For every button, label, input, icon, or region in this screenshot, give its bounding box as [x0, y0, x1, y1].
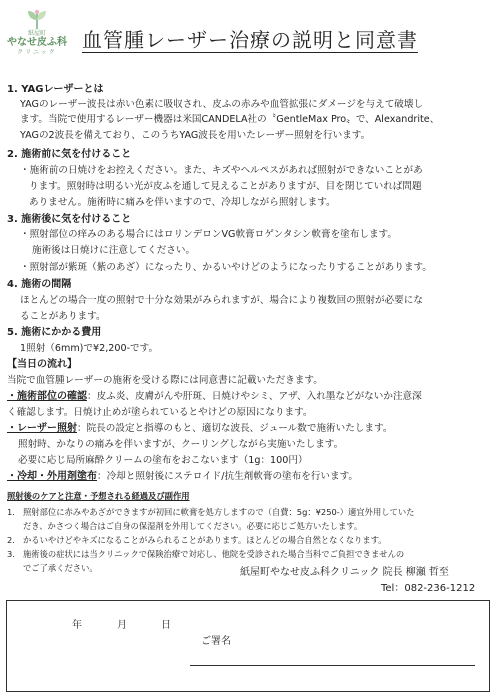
signature-line[interactable] [190, 665, 475, 666]
flow-cooling-line [7, 471, 358, 483]
logo-area-text: 紙屋町 [27, 30, 46, 37]
care-item-text: かるいやけどやキズになることがみられることがあります。ほとんどの場合自然となくなります。 [23, 535, 387, 545]
sign-year-label: 年 [72, 620, 82, 631]
flow-intro: 当院で血管腫レーザーの施術を受ける際には同意書に記載いただきます。 [7, 375, 323, 386]
section1-line: ます。当院で使用するレーザー機器は米国CANDELA社の〝GentleMax Pro〟で、Alexandrite、 [20, 114, 440, 125]
section2-line: ありません。施術時に痛みを伴いますので、冷却しながら照射します。 [29, 197, 336, 208]
flow-heading: 【当日の流れ】 [7, 359, 77, 370]
flow-laser-text: ：院長の設定と指導のもと、適切な波長、ジュール数で施術いたします。 [77, 423, 393, 434]
care-item-number: 2. [7, 535, 15, 545]
section1-line: YAGの2波長を備えており、このうちYAG波長を用いたレーザー照射を行います。 [20, 130, 371, 141]
section3-line: 施術後は日焼けに注意してください。 [32, 245, 196, 256]
section2-line: ります。照射時は明るい光が皮ふを通して見えることがありますが、目を閉じていれば問題 [29, 181, 422, 192]
leaf-logo-icon [25, 8, 49, 30]
care-item-text: でご了承ください。 [23, 563, 98, 573]
flow-check-text: ：皮ふ炎、皮膚がんや肝斑、日焼けやシミ、アザ、入れ墨などがないか注意深 [87, 391, 422, 402]
page-title: 血管腫レーザー治療の説明と同意書 [82, 28, 418, 52]
section3-line: ・照射部位の痒みのある場合にはロリンデロンVG軟膏ロゲンタシン軟膏を塗布します。 [20, 229, 397, 240]
flow-laser-line: 必要に応じ局所麻酔クリームの塗布をおこないます（1g：100円） [18, 455, 308, 466]
flow-check-line [7, 391, 422, 403]
care-item-text: 照射部位に赤みやあざができますが初回に軟膏を処方しますので（自費：5g：¥250-）適宜外用していた [23, 507, 415, 517]
care-item-number: 1. [7, 507, 15, 517]
section3-line: ・照射部が紫斑（紫のあざ）になったり、かるいやけどのようになったりすることがあります。 [20, 262, 432, 273]
flow-laser-line: 照射時、かなりの痛みを伴いますが、クーリングしながら実施いたします。 [18, 439, 344, 450]
care-heading: 照射後のケアと注意・予想される経過及び副作用 [7, 491, 190, 501]
sign-month-label: 月 [117, 620, 127, 631]
logo-name-text: やなせ皮ふ科 [7, 37, 67, 48]
clinic-tel: Tel：082-236-1212 [381, 583, 476, 594]
logo-sub-text: クリニック [17, 49, 57, 56]
section2-heading: 2. 施術前に気を付けること [7, 149, 132, 160]
section1-line: YAGのレーザー波長は赤い色素に吸収され、皮ふの赤みや血管拡張にダメージを与えて破壊し [20, 99, 424, 110]
flow-check-label: ・施術部位の確認 [7, 391, 87, 402]
section5-heading: 5. 施術にかかる費用 [7, 327, 102, 338]
section2-line: ・施術前の日焼けをお控えください。また、キズやヘルペスがあれば照射ができないことがあ [20, 165, 423, 176]
care-item-text: 施術後の症状には当クリニックで保険治療で対応し、他院を受診された場合当科でご負担できませんの [23, 549, 405, 559]
care-item-text: だき、かさつく場合はご自身の保湿剤を外用してください。必要に応じご処方いたします。 [23, 521, 363, 531]
clinic-signature: 紙屋町やなせ皮ふ科クリニック 院長 柳瀬 哲至 [240, 567, 449, 578]
flow-laser-line [7, 423, 392, 435]
flow-cooling-text: ：冷却と照射後にステロイド/抗生剤軟膏の塗布を行います。 [97, 471, 359, 482]
care-item-number: 3. [7, 549, 15, 559]
section4-line: ることがあります。 [20, 311, 106, 322]
section1-heading: 1. YAGレーザーとは [7, 84, 104, 95]
section4-heading: 4. 施術の間隔 [7, 279, 72, 290]
section4-line: ほとんどの場合一度の照射で十分な効果がみられますが、場合により複数回の照射が必要にな [20, 295, 423, 306]
section5-line: 1照射（6mm)で¥2,200-です。 [20, 343, 159, 354]
flow-cooling-label: ・冷却・外用剤塗布 [7, 471, 97, 482]
flow-laser-label: ・レーザー照射 [7, 423, 77, 434]
clinic-logo [4, 8, 70, 70]
section3-heading: 3. 施術後に気を付けること [7, 214, 132, 225]
sign-day-label: 日 [161, 620, 171, 631]
signature-box[interactable] [6, 600, 490, 692]
signature-label: ご署名 [201, 636, 231, 647]
flow-check-line: く確認します。日焼け止めが塗られているとやけどの原因になります。 [7, 407, 313, 418]
